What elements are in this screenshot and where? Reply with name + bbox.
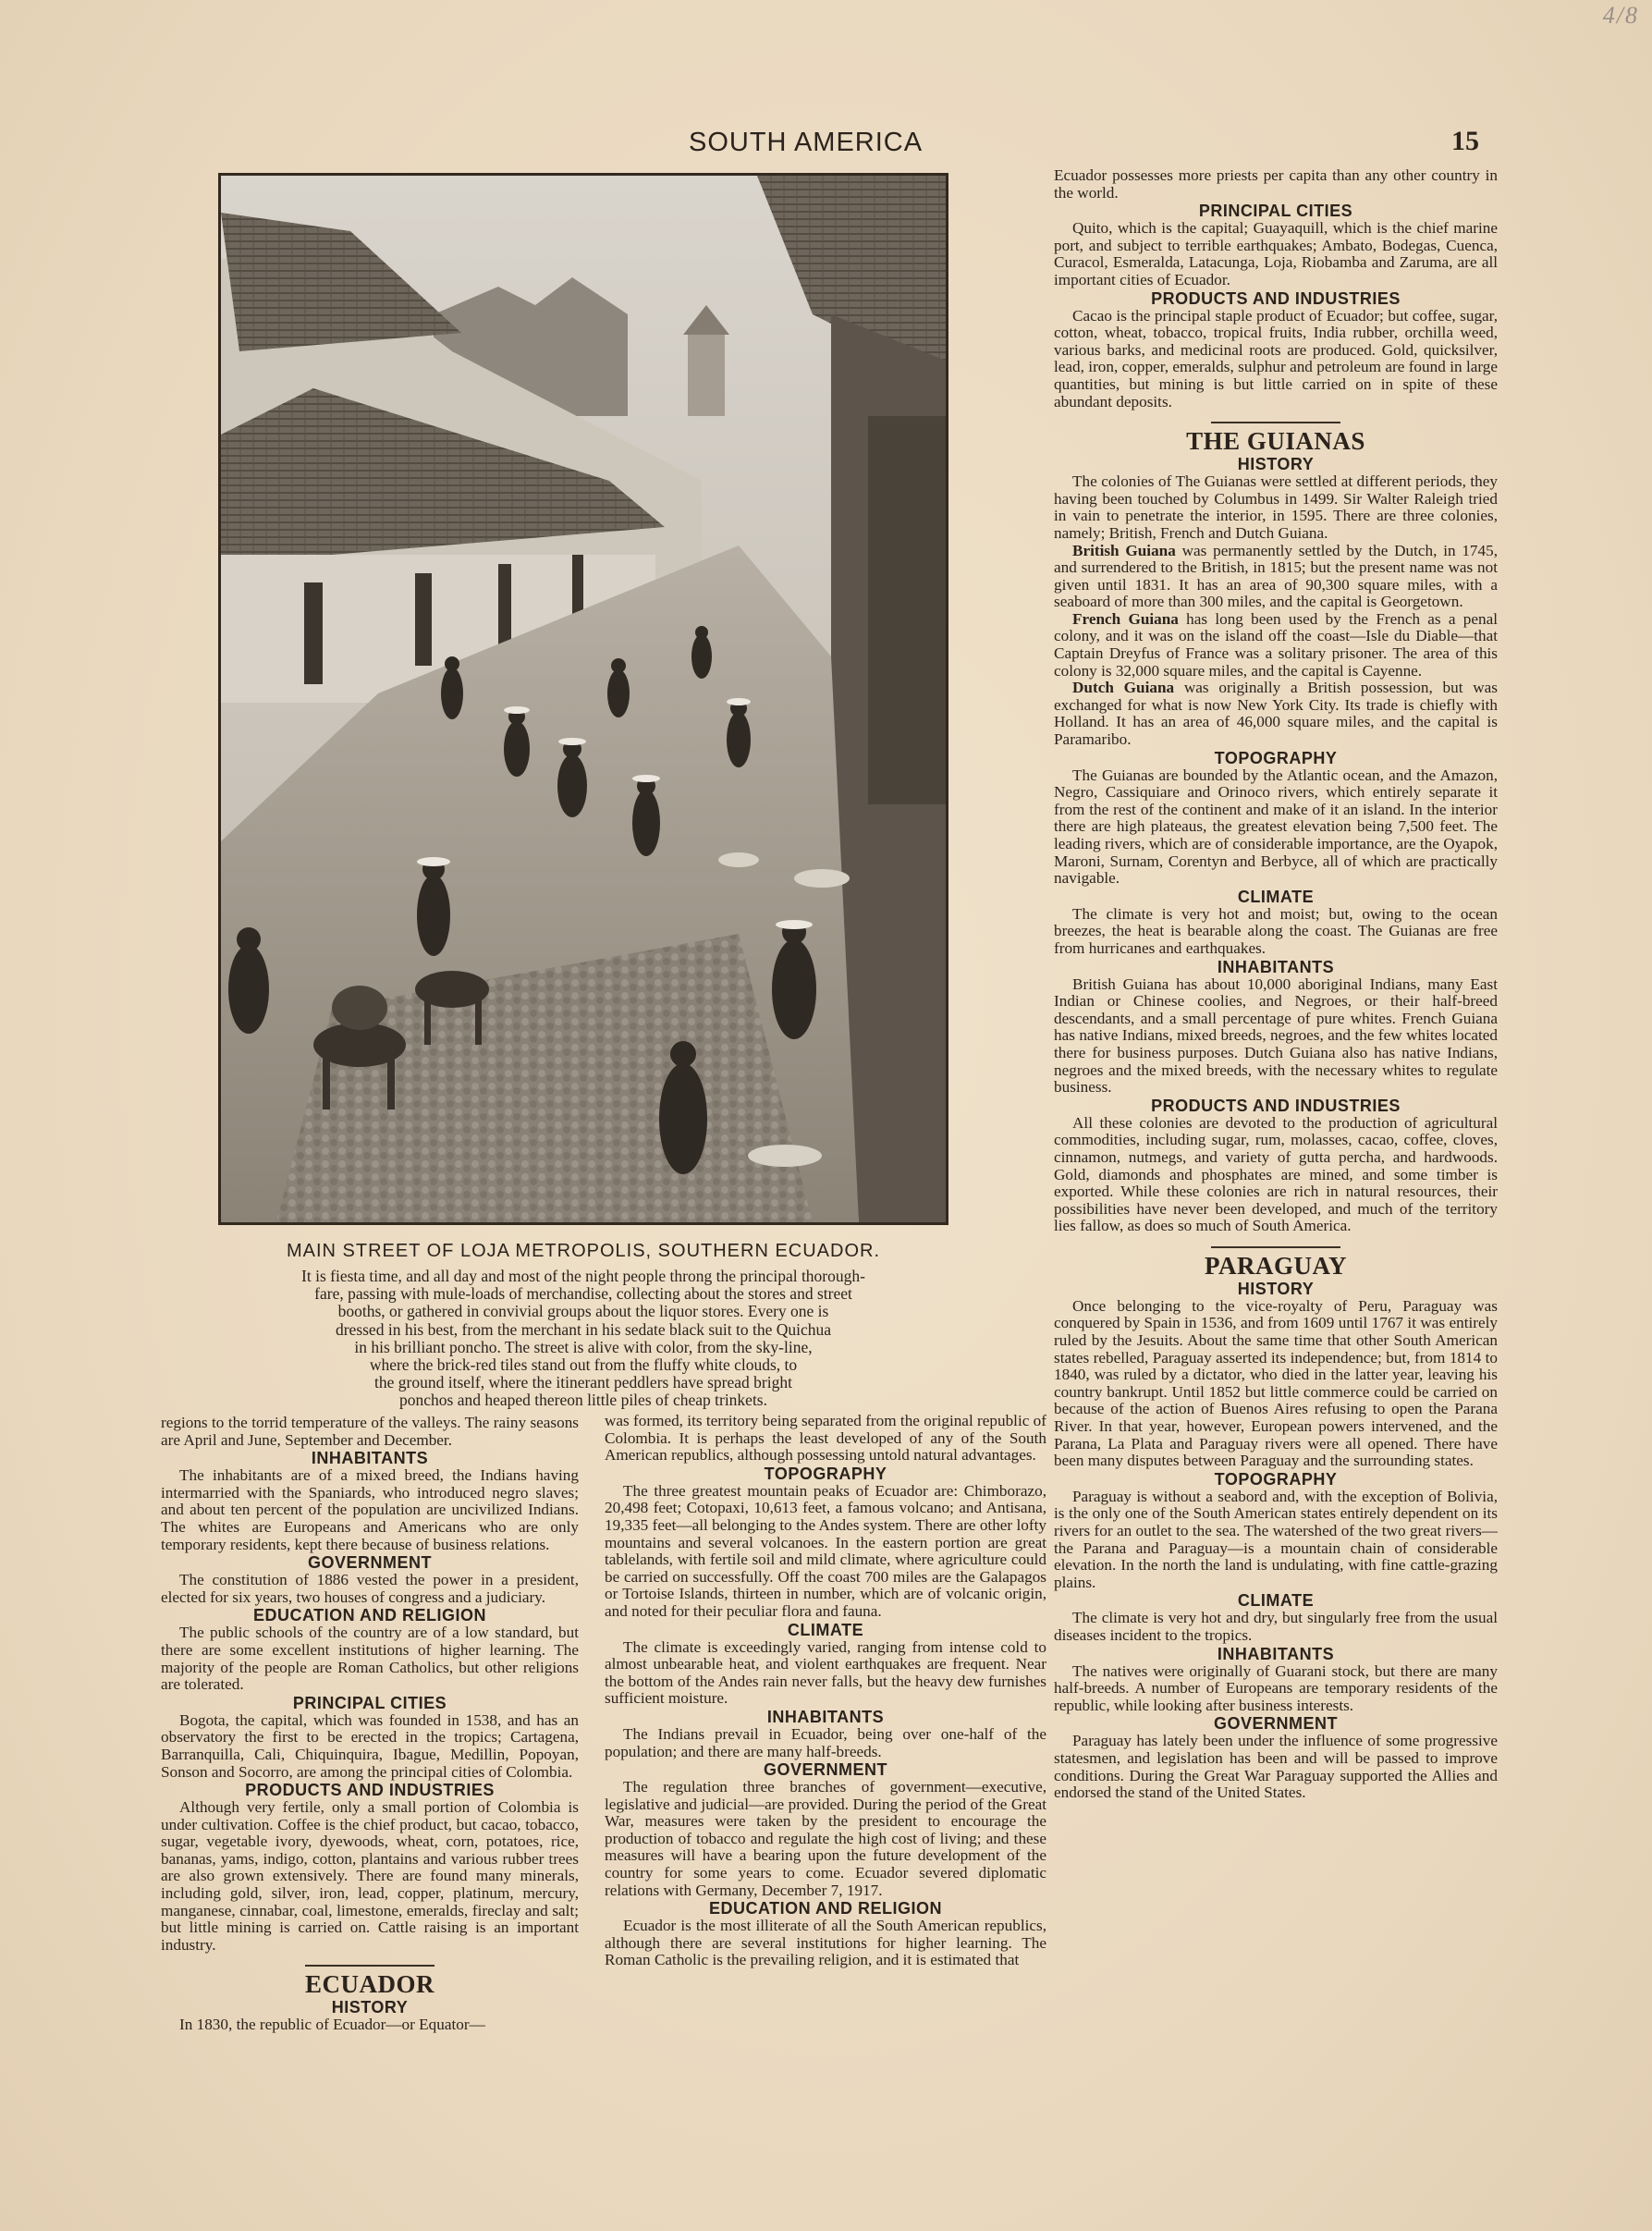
section-heading: CLIMATE	[787, 1620, 864, 1639]
paragraph: Paraguay has lately been under the influence of some progressive statesmen, and legislation has been and will be passed to improve conditions. During the Great War Paraguay supported the Allies and endorsed the stand of the United States.	[1054, 1732, 1498, 1802]
paragraph: was formed, its territory being separated from the original republic of Colombia. It is perhaps the least developed of any of the South American republics, although possessing untold natural advantages.	[605, 1412, 1046, 1465]
paragraph: The regulation three branches of government—executive, legislative and judicial—are provided. During the period of the Great War, measures were taken by the president to encourage the production of tobacco and regulate the high cost of living; and these measures will have a bearing upon the future development of the country for some years to come. Ecuador severed diplomatic relations with Germany, December 7, 1917.	[605, 1778, 1046, 1899]
paragraph: The Guianas are bounded by the Atlantic ocean, and the Amazon, Negro, Cassiquiare and Orinoco rivers, which entirely separate it from the rest of the continent and make of it an island. In the interior there are high plateaus, the greatest elevation being 7,500 feet. The leading rivers, which are of considerable importance, are the Oyapok, Maroni, Surnam, Corentyn and Berbyce, all of which are practically navigable.	[1054, 766, 1498, 888]
paragraph: The Indians prevail in Ecuador, being over one-half of the population; and there are many half-breeds.	[605, 1724, 1046, 1760]
caption-line: ponchos and heaped thereon little piles of cheap trinkets.	[399, 1391, 767, 1410]
paragraph: The climate is exceedingly varied, ranging from intense cold to almost unbearable heat, and violent earthquakes are frequent. Near the bottom of the Andes rain never falls, but the heavy dew furnishes sufficient moisture.	[605, 1637, 1046, 1708]
paragraph: Ecuador possesses more priests per capita than any other country in the world.	[1054, 166, 1498, 202]
section-heading: EDUCATION AND RELIGION	[709, 1899, 942, 1918]
bold-term: British Guiana	[1072, 541, 1176, 559]
caption-line: dressed in his best, from the merchant in his sedate black suit to the Quichua	[335, 1319, 832, 1339]
bold-term: Dutch Guiana	[1072, 679, 1175, 697]
paragraph: Ecuador is the most illiterate of all the South American republics, although there are several institutions for higher learning. The Roman Catholic is the prevailing religion, and it is estimated that	[605, 1917, 1046, 1969]
column-right	[1054, 167, 1498, 1802]
paragraph: The colonies of The Guianas were settled at different periods, they having been touched by Columbus in 1499. Sir Walter Raleigh tried in vain to penetrate the interior, in 1595. There are three colonies, namely; British, French and Dutch Guiana.	[1054, 472, 1498, 542]
section-heading: HISTORY	[331, 1998, 409, 2017]
section-heading: PRINCIPAL CITIES	[292, 1693, 447, 1712]
paragraph: The climate is very hot and dry, but singularly free from the usual diseases incident to the tropics.	[1054, 1609, 1498, 1644]
photo-caption-body	[218, 1268, 948, 1410]
caption-line: booths, or gathered in convivial groups about the liquor stores. Every one is	[337, 1302, 829, 1321]
paragraph: French Guiana has long been used by the French as a penal colony, and it was on the island off the coast—Isle du Diable—that Captain Dreyfus of France was a solitary prisoner. The area of this colony is 32,000 square miles, and the capital is Cayenne.	[1054, 609, 1498, 680]
running-head: SOUTH AMERICA	[689, 128, 924, 157]
section-heading: PRODUCTS AND INDUSTRIES	[1151, 1096, 1401, 1115]
section-heading: TOPOGRAPHY	[764, 1464, 887, 1483]
country-title-guianas: THE GUIANAS	[1186, 427, 1365, 456]
paragraph: British Guiana has about 10,000 aboriginal Indians, many East Indian or Chinese coolies, and Negroes, or their half-breed descendants, and a small percentage of pure whites. French Guiana has native Indians, mixed breeds, negroes, and the few whites located there for business purposes. Dutch Guiana also has native Indians, negroes and the mixed breeds, with the necessary whites to regulate business.	[1054, 975, 1498, 1097]
section-heading: GOVERNMENT	[307, 1553, 432, 1573]
street-photograph	[218, 173, 948, 1225]
paragraph: Paraguay is without a seabord and, with the exception of Bolivia, is the only one of the South American states entirely dependent on its rivers for an outlet to the sea. The watershed of the two great rivers—the Parana and Paraguay—is a mountain chain of considerable elevation. In the north the land is undulating, with fine cattle-grazing plains.	[1054, 1487, 1498, 1591]
section-heading: HISTORY	[1237, 1279, 1315, 1298]
paragraph: In 1830, the republic of Ecuador—or Equator—	[179, 2016, 485, 2034]
country-title-paraguay: PARAGUAY	[1204, 1251, 1347, 1280]
section-heading: INHABITANTS	[1217, 957, 1335, 976]
paragraph: Dutch Guiana was originally a British possession, but was exchanged for what is now New York City. Its trade is chiefly with Holland. It has an area of 46,000 square miles, and the capital is Paramaribo.	[1054, 679, 1498, 749]
paragraph: Once belonging to the vice-royalty of Peru, Paraguay was conquered by Spain in 1536, and from 1609 until 1767 it was entirely ruled by the Jesuits. About the same time that other South American states rebelled, Paraguay asserted its independence; but, from 1814 to 1840, was ruled by a dictator, who died in the latter year, leaving his country bankrupt. Until 1852 but little commerce could be carried on because of the action of Buenos Aires refusing to open the Parana River. In that year, however, European powers intervened, and the Parana, La Plata and Paraguay rivers were all opened. There have been many disputes between Paraguay and the surrounding states.	[1054, 1296, 1498, 1470]
caption-line: in his brilliant poncho. The street is alive with color, from the sky-line,	[354, 1337, 813, 1356]
photo-caption-title: MAIN STREET OF LOJA METROPOLIS, SOUTHERN ECUADOR.	[286, 1241, 881, 1261]
paragraph: The constitution of 1886 vested the power in a president, elected for six years, two houses of congress and a judiciary.	[161, 1571, 579, 1606]
section-heading: PRODUCTS AND INDUSTRIES	[1151, 288, 1401, 308]
section-divider	[1211, 1246, 1340, 1248]
section-heading: INHABITANTS	[311, 1449, 429, 1468]
paragraph: Quito, which is the capital; Guayaquill, which is the chief marine port, and subject to terrible earthquakes; Ambato, Bodegas, Cuenca, Curacol, Esmeralda, Latacunga, Loja, Riobamba and Zaruma, are all important cities of Ecuador.	[1054, 219, 1498, 288]
caption-line: the ground itself, where the itinerant peddlers have spread bright	[374, 1373, 792, 1392]
section-heading: CLIMATE	[1237, 887, 1315, 906]
paragraph: Cacao is the principal staple product of Ecuador; but coffee, sugar, cotton, wheat, tobacco, tropical fruits, India rubber, orchilla weed, various barks, and medicinal roots are produced. Gold, quicksilver, lead, iron, copper, emeralds, sulphur and petroleum are found in large quantities, but mining is but little carried on in spite of these abundant deposits.	[1054, 306, 1498, 411]
paragraph: The inhabitants are of a mixed breed, the Indians having intermarried with the Spaniards, who introduced negro slaves; and about ten percent of the population are uncivilized Indians. The whites are Europeans and Americans who are only temporary residents, kept there because of business relations.	[161, 1466, 579, 1553]
paragraph: Although very fertile, only a small portion of Colombia is under cultivation. Coffee is the chief product, but cacao, tobacco, sugar, vegetable ivory, dyewoods, wheat, corn, potatoes, rice, bananas, yams, indigo, cotton, plantains and various rubber trees are also grown extensively. There are found many minerals, including gold, silver, iron, lead, copper, platinum, mercury, manganese, cinnabar, coal, limestone, emeralds, fireclay and salt; but little mining is carried on. Cattle raising is an important industry.	[161, 1798, 579, 1954]
section-heading: TOPOGRAPHY	[1214, 748, 1338, 767]
paragraph: The climate is very hot and moist; but, owing to the ocean breezes, the heat is bearable along the coast. The Guianas are free from hurricanes and earthquakes.	[1054, 904, 1498, 957]
country-title-ecuador: ECUADOR	[304, 1970, 434, 1999]
section-heading: PRINCIPAL CITIES	[1198, 202, 1353, 221]
section-heading: GOVERNMENT	[763, 1760, 887, 1780]
paragraph: The three greatest mountain peaks of Ecuador are: Chimborazo, 20,498 feet; Cotopaxi, 10,613 feet, a famous volcano; and Antisana, 19,335 feet—all belonging to the Andes system. There are other lofty mountains and several volcanoes. In the eastern portion are great tablelands, with fertile soil and mild climate, where agriculture could be carried on successfully. Off the coast 700 miles are the Galapagos or Tortoise Islands, thirteen in number, which are of volcanic origin, and noted for their peculiar flora and fauna.	[605, 1481, 1046, 1620]
section-heading: INHABITANTS	[1217, 1644, 1335, 1663]
paragraph: Bogota, the capital, which was founded in 1538, and has an observatory the first to be erected in the tropics; Cartagena, Barranquilla, Cali, Chiquinquira, Ibague, Medillin, Popoyan, Sonson and Socorro, are among the principal cities of Colombia.	[161, 1710, 579, 1781]
caption-line: It is fiesta time, and all day and most of the night people throng the principal thorough-	[301, 1267, 865, 1285]
section-heading: INHABITANTS	[766, 1707, 885, 1726]
section-heading: GOVERNMENT	[1213, 1714, 1338, 1734]
column-middle	[605, 1413, 1046, 1969]
paragraph: All these colonies are devoted to the production of agricultural commodities, including sugar, rum, molasses, cacao, coffee, cloves, cinnamon, nutmegs, and variety of gutta percha, and hardwoods. Gold, diamonds and phosphates are mined, and some timber is exported. While these colonies are rich in natural resources, their possibilities have never been developed, and much of the territory lies fallow, as does so much of South America.	[1054, 1113, 1498, 1235]
section-heading: HISTORY	[1237, 455, 1315, 474]
paragraph: regions to the torrid temperature of the valleys. The rainy seasons are April and June, September and December.	[161, 1414, 579, 1449]
section-heading: EDUCATION AND RELIGION	[253, 1606, 486, 1625]
section-divider	[1211, 422, 1340, 423]
caption-line: fare, passing with mule-loads of merchandise, collecting about the stores and street	[314, 1284, 852, 1304]
section-heading: TOPOGRAPHY	[1214, 1469, 1338, 1489]
column-left	[161, 1415, 579, 2034]
paragraph: British Guiana was permanently settled by the Dutch, in 1745, and surrendered to the British, in 1815; but the present name was not given until 1831. It has an area of 90,300 square miles, with a seaboard of more than 300 miles, and the capital is Georgetown.	[1054, 541, 1498, 611]
section-divider	[305, 1965, 434, 1967]
caption-line: where the brick-red tiles stand out from the fluffy white clouds, to	[369, 1355, 798, 1375]
section-heading: CLIMATE	[1237, 1591, 1315, 1611]
pencil-corner-mark: 4/8	[1602, 2, 1639, 29]
street-scene-illustration	[221, 176, 946, 1222]
page-number: 15	[1451, 126, 1479, 156]
paragraph: The natives were originally of Guarani stock, but there are many half-breeds. A number of Europeans are temporary residents of the republic, while looking after business interests.	[1054, 1661, 1498, 1714]
section-heading: PRODUCTS AND INDUSTRIES	[245, 1781, 495, 1800]
paragraph: The public schools of the country are of a low standard, but there are some excellent institutions of higher learning. The majority of the people are Roman Catholics, but other religions are tolerated.	[161, 1624, 579, 1694]
bold-term: French Guiana	[1072, 609, 1179, 628]
